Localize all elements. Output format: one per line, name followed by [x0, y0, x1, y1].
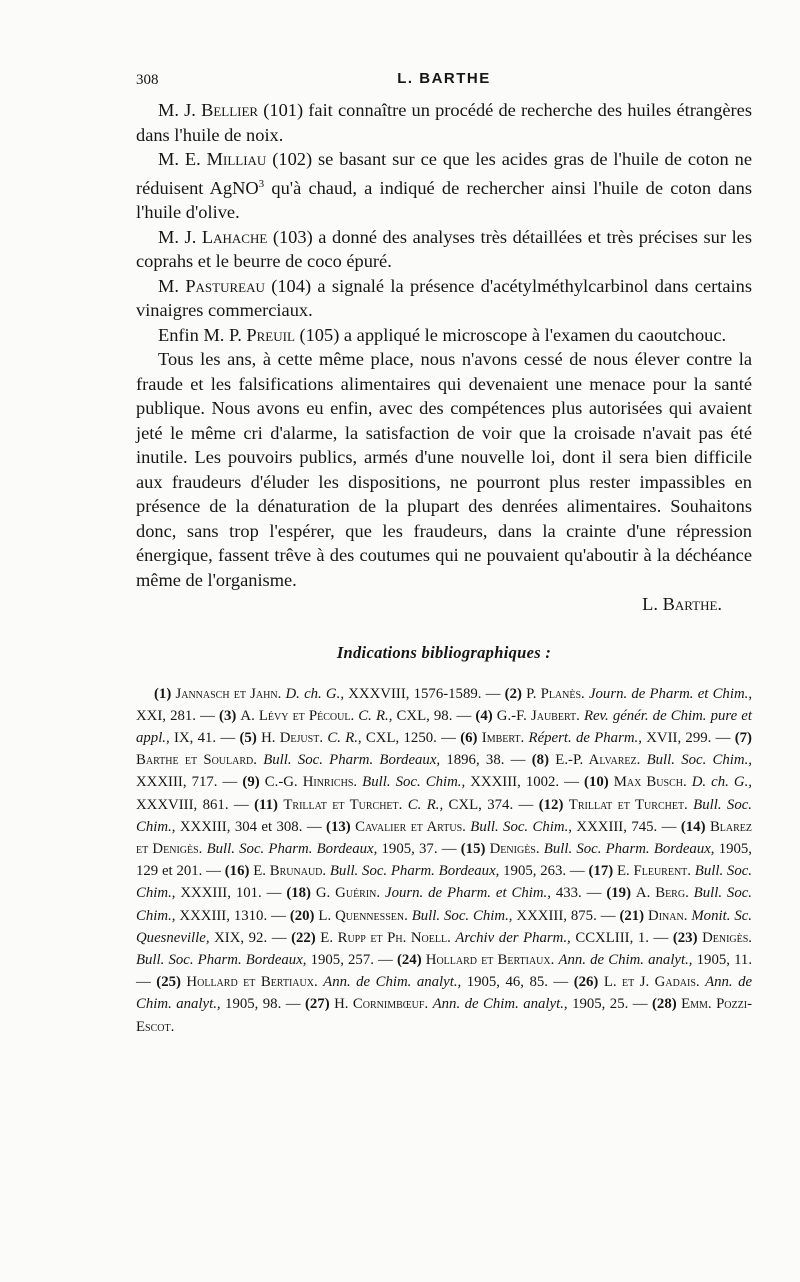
ref-author: Blarez et Denigès.	[136, 818, 753, 858]
ref-author: Emm. Pozzi-Escot.	[136, 996, 753, 1035]
ref-source: Répert. de Pharm.,	[528, 730, 642, 747]
ref-detail: 433. —	[550, 885, 607, 902]
ref-number: (26)	[573, 974, 599, 991]
text: (103) a donné des analyses très détaillées et très précises sur les coprahs et le beurre de coco épuré.	[136, 226, 752, 272]
ref-number: (4)	[475, 707, 493, 724]
text: Enfin M. P.	[158, 324, 247, 345]
ref-author: Cavalier et Artus.	[355, 818, 466, 835]
running-head	[136, 68, 752, 96]
ref-detail: XXXVIII, 1576-1589. —	[344, 685, 505, 702]
ref-detail: 1905, 98. —	[220, 996, 305, 1013]
ref-source: Monit. Sc. Quesneville,	[136, 907, 752, 946]
ref-source: Bull. Soc. Pharm. Bordeaux,	[263, 752, 441, 769]
ref-detail: 1905, 25. —	[567, 996, 652, 1013]
ref-source: Journ. de Pharm. et Chim.,	[588, 685, 753, 702]
ref-author: Denigès.	[702, 929, 752, 946]
ref-author: Denigès.	[489, 841, 540, 858]
page	[136, 68, 752, 1038]
ref-source: Ann. de Chim. analyt.,	[323, 974, 462, 991]
ref-number: (3)	[219, 707, 237, 724]
ref-author: L. et J. Gadais.	[603, 974, 700, 991]
ref-number: (25)	[156, 974, 181, 991]
paragraph-pastureau	[136, 274, 752, 323]
paragraph-preuil	[136, 323, 752, 348]
ref-number: (18)	[286, 885, 311, 902]
ref-detail: XXI, 281. —	[136, 707, 220, 724]
ref-author: E. Brunaud.	[253, 863, 327, 880]
ref-detail: XXXIII, 1002. —	[465, 774, 585, 791]
ref-number: (6)	[460, 730, 478, 747]
ref-detail: XXXIII, 1310. —	[175, 907, 290, 924]
ref-number: (17)	[588, 863, 614, 880]
ref-author: G. Guérin.	[315, 885, 381, 902]
running-title: L. BARTHE	[397, 70, 491, 87]
ref-author: Max Busch.	[613, 774, 687, 791]
author-name: Bellier	[201, 100, 259, 120]
paragraph-milliau	[136, 147, 752, 225]
ref-author: Hollard et Bertiaux.	[186, 974, 318, 991]
ref-source: Bull. Soc. Chim.,	[411, 907, 513, 924]
ref-source: Bull. Soc. Pharm. Bordeaux,	[206, 841, 378, 858]
author-name: Milliau	[206, 149, 267, 169]
ref-detail: XIX, 92. —	[209, 929, 292, 946]
text: M. J.	[158, 226, 202, 247]
ref-detail: XXXVIII, 861. —	[136, 796, 255, 813]
ref-source: C. R.,	[358, 707, 393, 724]
ref-author: E. Fleurent.	[616, 863, 691, 880]
ref-number: (1)	[154, 685, 172, 702]
page-number: 308	[136, 72, 159, 88]
ref-detail: CXL, 1250. —	[361, 730, 461, 747]
bibliography-list	[136, 683, 752, 1038]
ref-source: Bull. Soc. Chim.,	[136, 796, 752, 835]
ref-author: Hollard et Bertiaux.	[425, 952, 555, 969]
ref-author: Trillat et Turchet.	[283, 796, 403, 813]
text: M. J.	[158, 100, 202, 120]
text: L.	[642, 594, 663, 615]
text: M.	[158, 275, 186, 296]
ref-source: Bull. Soc. Chim.,	[136, 863, 752, 902]
ref-number: (15)	[460, 841, 486, 858]
ref-number: (8)	[531, 752, 550, 769]
ref-source: Bull. Soc. Pharm. Bordeaux,	[136, 952, 307, 969]
ref-author: H. Cornimbœuf.	[334, 996, 429, 1013]
ref-detail: 1905, 46, 85. —	[461, 974, 574, 991]
author-name: Preuil	[246, 324, 295, 345]
ref-detail: 1905, 263. —	[499, 863, 589, 880]
ref-number: (27)	[304, 996, 330, 1013]
text: (105) a appliqué le microscope à l'examen du caoutchouc.	[294, 324, 727, 345]
author-name: Barthe.	[662, 594, 722, 615]
ref-author: P. Planès.	[526, 685, 585, 702]
ref-number: (19)	[606, 885, 631, 902]
ref-number: (2)	[504, 685, 522, 702]
ref-detail: XXXIII, 304 et 308. —	[175, 818, 327, 835]
ref-number: (16)	[224, 863, 250, 880]
text: (102) se basant sur ce que les acides gras de l'huile de coton ne réduisent AgNO	[136, 149, 752, 198]
ref-source: Ann. de Chim. analyt.,	[432, 996, 568, 1013]
ref-author: A. Berg.	[635, 885, 689, 902]
ref-source: D. ch. G.,	[285, 685, 345, 702]
ref-author: E.-P. Alvarez.	[555, 752, 641, 769]
ref-detail: CXL, 98. —	[392, 707, 476, 724]
ref-source: C. R.,	[327, 730, 362, 747]
ref-number: (22)	[291, 929, 316, 946]
ref-source: Bull. Soc. Pharm. Bordeaux,	[329, 863, 500, 880]
ref-author: G.-F. Jaubert.	[496, 707, 580, 724]
signature	[136, 592, 752, 617]
ref-number: (23)	[672, 929, 698, 946]
ref-detail: XXXIII, 745. —	[571, 818, 681, 835]
ref-source: Ann. de Chim. analyt.,	[558, 952, 693, 969]
ref-author: Dinan.	[648, 907, 688, 924]
ref-author: L. Quennessen.	[318, 907, 408, 924]
ref-source: D. ch. G.,	[691, 774, 752, 791]
ref-author: A. Lévy et Pécoul.	[240, 707, 355, 724]
ref-source: Bull. Soc. Chim.,	[136, 885, 752, 924]
ref-source: Bull. Soc. Pharm. Bordeaux,	[543, 841, 715, 858]
ref-detail: 1905, 11. —	[136, 952, 753, 991]
paragraph-conclusion: Tous les ans, à cette même place, nous n'avons cessé de nous élever contre la fraude et les falsifications alimentaires qui devenaient une menace pour la santé publique. Nous avons eu enfin, avec des compétences plus autorisées qui avaient jeté le même cri d'alarme, la satisfaction de voir que la croisade n'avait pas été inutile. Les pouvoirs publics, armés d'une nouvelle loi, dont il sera bien difficile aux fraudeurs d'éluder les dispositions, ne pourront plus rester impassibles en présence de la dénaturation de la plupart des denrées alimentaires. Souhaitons donc, sans trop l'espérer, que les fraudeurs, dans la crainte d'une répression énergique, fassent trêve à des coutumes qui ne pouvaient qu'aboutir à la déchéance même de l'organisme.	[136, 349, 752, 590]
ref-number: (20)	[289, 907, 315, 924]
ref-detail: XVII, 299. —	[641, 730, 735, 747]
ref-author: H. Dejust.	[261, 730, 324, 747]
ref-author: C.-G. Hinrichs.	[264, 774, 358, 791]
ref-source: Ann. de Chim. analyt.,	[136, 974, 753, 1013]
ref-source: Rev. génér. de Chim. pure et appl.,	[136, 707, 752, 747]
ref-detail: XXXIII, 875. —	[512, 907, 620, 924]
ref-number: (10)	[584, 774, 609, 791]
text: qu'à chaud, a indiqué de rechercher ainsi l'huile de coton dans l'huile d'olive.	[136, 177, 752, 223]
ref-author: E. Rupp et Ph. Noell.	[320, 929, 451, 946]
ref-detail: 1905, 129 et 201. —	[136, 841, 753, 880]
ref-number: (28)	[652, 996, 677, 1013]
ref-author: Jannasch et Jahn.	[175, 685, 282, 702]
ref-number: (7)	[734, 730, 752, 747]
ref-number: (24)	[396, 952, 422, 969]
ref-detail: IX, 41. —	[169, 730, 240, 747]
text: (101) fait connaître un procédé de recherche des huiles étrangères dans l'huile de noix.	[136, 100, 752, 145]
paragraph-lahache	[136, 225, 752, 274]
ref-detail: CCXLIII, 1. —	[570, 929, 673, 946]
ref-number: (9)	[242, 774, 260, 791]
ref-detail: 1905, 37. —	[377, 841, 461, 858]
text: (104) a signalé la présence d'acétylméthylcarbinol dans certains vinaigres commerciaux.	[136, 275, 752, 321]
paragraph-bellier	[136, 98, 752, 147]
author-name: Lahache	[201, 226, 268, 247]
ref-source: Bull. Soc. Chim.,	[646, 752, 752, 769]
ref-detail: XXXIII, 101. —	[175, 885, 287, 902]
ref-source: Journ. de Pharm. et Chim.,	[385, 885, 551, 902]
ref-source: Bull. Soc. Chim.,	[362, 774, 466, 791]
ref-source: Bull. Soc. Chim.,	[470, 818, 572, 835]
ref-detail: 1896, 38. —	[440, 752, 532, 769]
ref-author: Trillat et Turchet.	[568, 796, 688, 813]
ref-author: Barthe et Soulard.	[136, 752, 257, 769]
ref-source: C. R.,	[407, 796, 444, 813]
bibliography-heading: Indications bibliographiques :	[336, 642, 552, 662]
superscript: 3	[258, 177, 265, 190]
ref-number: (5)	[239, 730, 257, 747]
author-name: Pastureau	[185, 275, 265, 296]
ref-number: (11)	[254, 796, 278, 813]
ref-detail: XXXIII, 717. —	[136, 774, 243, 791]
ref-detail: CXL, 374. —	[443, 796, 539, 813]
ref-source: Archiv der Pharm.,	[455, 929, 571, 946]
ref-number: (14)	[680, 818, 706, 835]
text: M. E.	[158, 149, 207, 169]
ref-number: (13)	[326, 818, 351, 835]
ref-number: (12)	[538, 796, 564, 813]
ref-number: (21)	[619, 907, 645, 924]
ref-detail: 1905, 257. —	[306, 952, 397, 969]
body-text	[136, 98, 752, 617]
ref-author: Imbert.	[481, 730, 525, 747]
